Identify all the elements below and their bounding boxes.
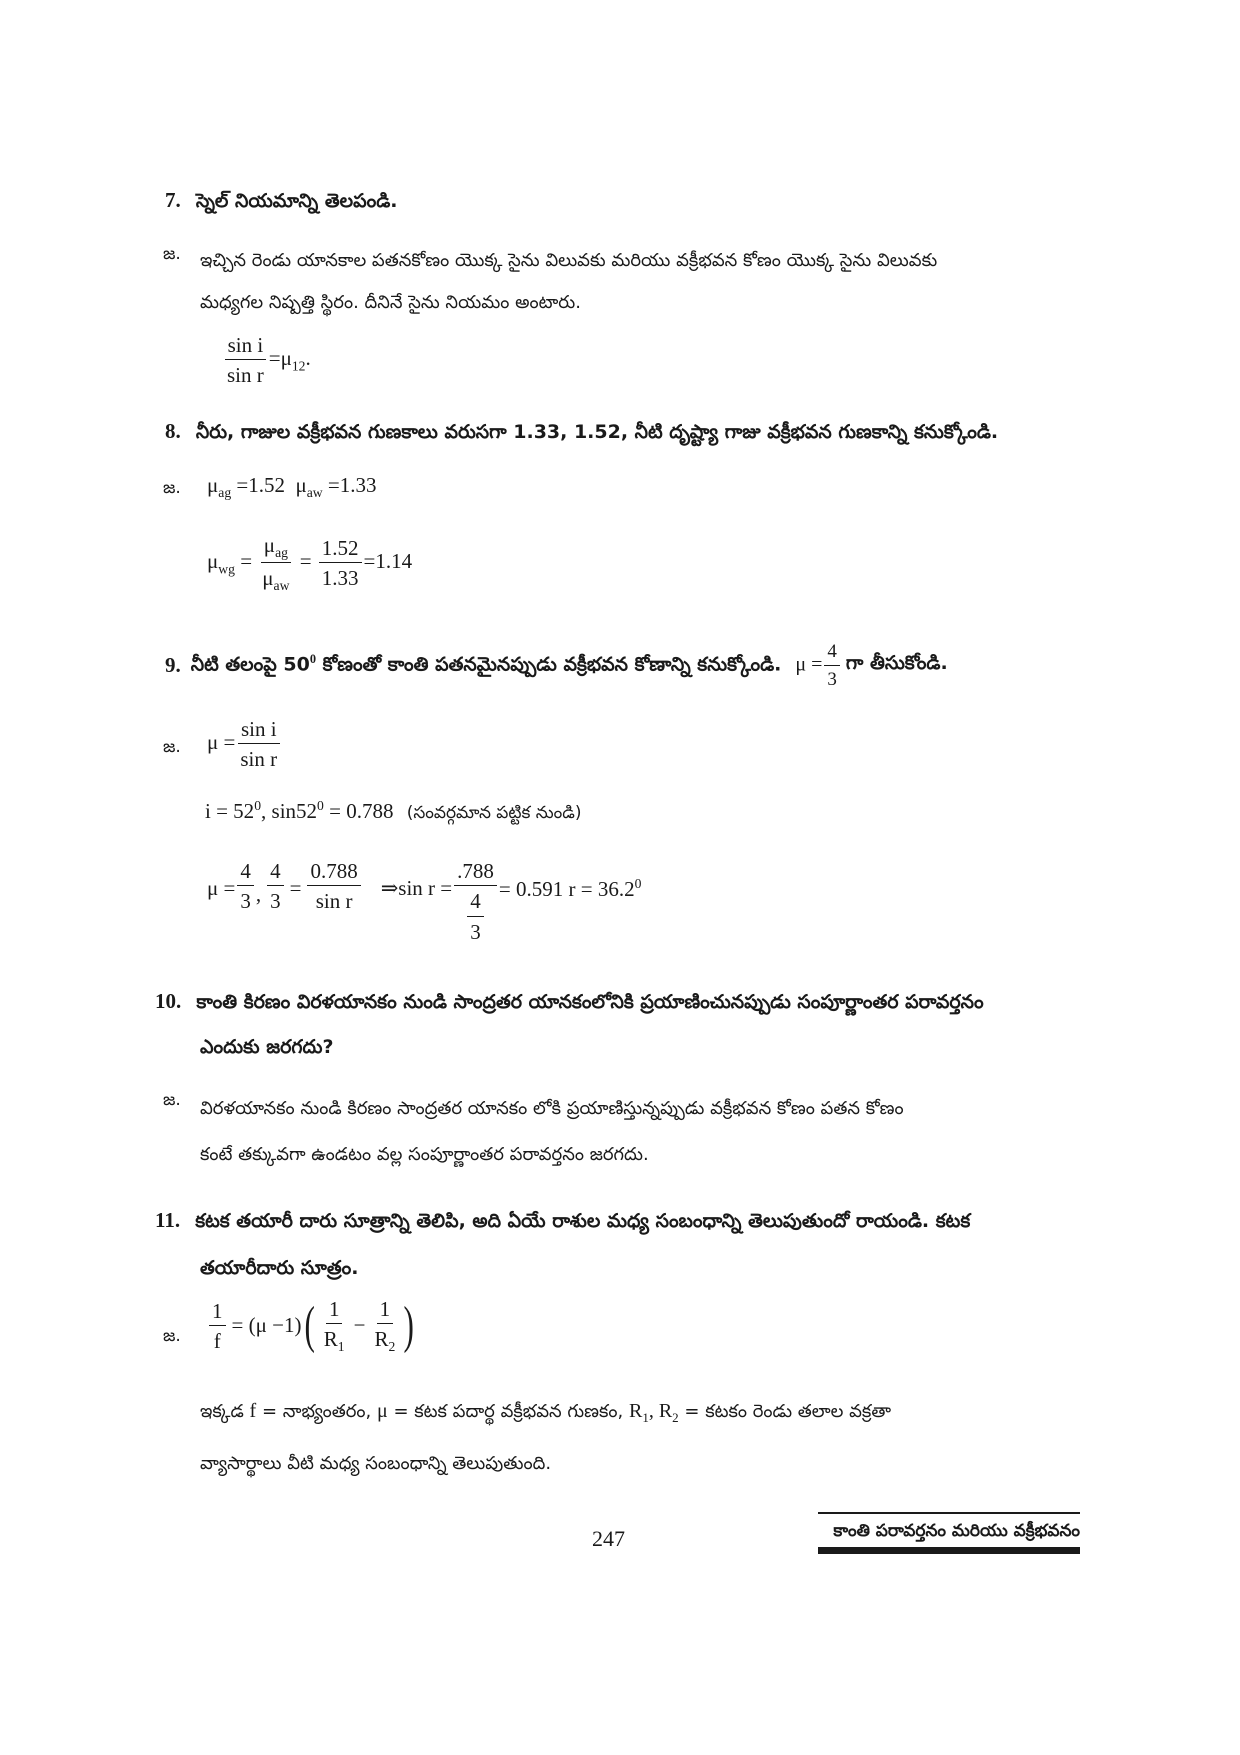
question-line: కాంతి కిరణం విరళయానకం నుండి సాంద్రతర యానకంలోనికి ప్రయాణించునప్పుడు సంపూర్ణాంతర పరావర్తనం [196, 991, 984, 1013]
answer-marker: జ. [163, 737, 181, 757]
question-number: 7. [165, 188, 181, 212]
answer-marker: జ. [163, 478, 181, 498]
answer-marker: జ. [163, 1090, 181, 1110]
lens-maker-formula [207, 1296, 418, 1356]
question-text [191, 652, 782, 680]
text-part: = కటకం రెండు తలాల వక్రతా [678, 1401, 892, 1422]
subscript: aw [306, 485, 323, 501]
question-number: 10. [155, 989, 182, 1013]
mu-equals: μ = [207, 730, 236, 755]
fraction-denominator: sin r [315, 889, 353, 914]
formula-explanation [200, 1388, 1090, 1487]
fraction-denominator: R [323, 1327, 338, 1352]
subscript: 2 [672, 1410, 679, 1425]
text-part: = నాభ్యంతరం, [256, 1401, 377, 1422]
implies: ⇒sin r = [380, 876, 453, 900]
text-part: = 0.788 [323, 799, 394, 823]
fraction-numerator: 1 [326, 1296, 343, 1324]
subscript: ag [275, 545, 288, 561]
fraction-denominator: 3 [827, 668, 837, 690]
text-part: కోణంతో కాంతి పతనమైనప్పుడు వక్రీభవన కోణాన్ని కనుక్కోండి. [316, 652, 782, 675]
mu-equals: μ = [795, 653, 823, 676]
equals: = [289, 876, 302, 900]
mu-symbol: μ [262, 566, 274, 591]
comma: , [255, 882, 262, 906]
text-part: , sin52 [261, 799, 318, 823]
explanation-line: వ్యాసార్థాలు వీటి మధ్య సంబంధాన్ని తెలుపుతుంది. [200, 1453, 552, 1474]
symbol: R [628, 1400, 643, 1422]
right-paren: ) [403, 1296, 415, 1354]
mu-symbol: μ [207, 549, 219, 574]
subscript: aw [273, 578, 290, 594]
answer-line: మధ్యగల నిష్పత్తి స్థిరం. దీనినే సైను నియమం అంటారు. [200, 292, 581, 313]
subscript: wg [218, 561, 235, 577]
chapter-title: కాంతి పరావర్తనం మరియు వక్రీభవనం [833, 1521, 1080, 1541]
text-part: i = 52 [205, 799, 255, 823]
answer-text [200, 240, 1080, 324]
question-number: 11. [155, 1208, 181, 1232]
equals: = [299, 549, 312, 574]
page-number: 247 [592, 1526, 625, 1551]
mu-symbol: μ [263, 533, 276, 557]
text-part: = కటక పదార్థ వక్రీభవన గుణకం, [387, 1401, 629, 1422]
subscript: 1 [642, 1410, 649, 1425]
fraction-numerator: 4 [467, 888, 484, 916]
question-number: 8. [165, 419, 181, 443]
value: =1.52 [236, 473, 285, 497]
fraction-denominator: 3 [470, 919, 481, 944]
formula-end: . [305, 346, 311, 371]
text-part: నీటి తలంపై 50 [190, 652, 310, 675]
minus: − [353, 1313, 366, 1338]
fraction-denominator: sin r [227, 363, 264, 388]
question-line: ఎందుకు జరగదు? [200, 1036, 334, 1058]
formula-sin-value [205, 798, 581, 827]
question-text: స్నెల్ నియమాన్ని తెలపండి. [195, 190, 398, 212]
question-number: 9. [165, 653, 181, 678]
left-paren: ( [304, 1296, 316, 1354]
symbol: μ [376, 1400, 388, 1422]
fraction-denominator: sin r [240, 747, 278, 772]
fraction-denominator: 1.33 [321, 566, 359, 591]
subscript: 1 [337, 1339, 345, 1355]
fraction-numerator: .788 [454, 858, 497, 886]
formula-mu [207, 716, 282, 773]
answer-marker: జ. [163, 244, 181, 264]
explanation-line [200, 1388, 1090, 1441]
text-part: గా తీసుకోండి. [845, 652, 948, 675]
equals: = [240, 549, 253, 574]
question-text: నీరు, గాజుల వక్రీభవన గుణకాలు వరుసగా 1.33, 1.52, నీటి దృష్ట్యా గాజు వక్రీభవన గుణకాన్ని కనుక్కోండి. [195, 421, 999, 443]
answer-line: కంటే తక్కువగా ఉండటం వల్ల సంపూర్ణాంతర పరావర్తనం జరగదు. [200, 1144, 649, 1165]
formula-rhs: =μ [268, 346, 292, 371]
fraction-numerator: 4 [267, 858, 284, 886]
formula-middle: = (μ −1) [231, 1313, 302, 1338]
question-11 [155, 1197, 1085, 1291]
mu-symbol: μ [207, 473, 219, 497]
result: =1.14 [363, 549, 413, 574]
formula-subscript: 12 [291, 358, 306, 374]
fraction-numerator: sin i [225, 332, 267, 360]
question-line: కటక తయారీ దారు సూత్రాన్ని తెలిపి, అది ఏయే రాశుల మధ్య సంబంధాన్ని తెలుపుతుందో రాయండి. కటక [195, 1210, 971, 1232]
answer-line: ఇచ్చిన రెండు యానకాల పతనకోణం యొక్క సైను విలువకు మరియు వక్రీభవన కోణం యొక్క సైను విలువకు [200, 250, 938, 271]
mu-value [795, 640, 842, 692]
subscript: 2 [388, 1339, 396, 1355]
degree-sup: 0 [254, 798, 262, 813]
answer-line: విరళయానకం నుండి కిరణం సాంద్రతర యానకం లోకి ప్రయాణిస్తున్నప్పుడు వక్రీభవన కోణం పతన కోణం [200, 1098, 904, 1119]
question-line: తయారీదారు సూత్రం. [200, 1257, 359, 1279]
footer-thick-rule [818, 1547, 1080, 1554]
formula-solution [207, 858, 641, 945]
footer-thin-rule [818, 1512, 1080, 1514]
note: (సంవర్గమాన పట్టిక నుండి) [406, 803, 582, 823]
degree-sup: 0 [309, 651, 316, 666]
given-values [207, 473, 377, 501]
question-9 [165, 640, 948, 692]
degree-sup: 0 [317, 798, 324, 813]
snell-formula [222, 332, 311, 389]
answer-text [200, 1086, 1080, 1178]
subscript: ag [218, 485, 232, 501]
fraction-denominator: 3 [270, 889, 281, 914]
calculation-formula [207, 532, 412, 595]
fraction-numerator: 0.788 [307, 858, 360, 886]
fraction-numerator: sin i [238, 716, 280, 744]
symbol: R [658, 1400, 673, 1422]
comma: , [648, 1400, 659, 1422]
fraction-numerator: 4 [237, 858, 254, 886]
fraction-numerator: 1.52 [319, 535, 362, 563]
symbol: f [249, 1400, 257, 1422]
text-part: ఇక్కడ [200, 1401, 250, 1422]
fraction-denominator: 3 [240, 889, 251, 914]
result: = 0.591 r = 36.2 [498, 877, 635, 901]
degree-sup: 0 [634, 876, 642, 891]
value: =1.33 [327, 473, 377, 497]
mu-symbol: μ [295, 473, 307, 497]
question-10 [155, 979, 1085, 1069]
fraction-numerator: 4 [824, 640, 840, 666]
question-7 [165, 188, 398, 217]
fraction-denominator: R [374, 1327, 389, 1352]
mu-equals: μ = [207, 876, 236, 900]
fraction-numerator: 1 [209, 1298, 226, 1326]
fraction-denominator: f [213, 1328, 221, 1353]
answer-marker: జ. [163, 1326, 181, 1346]
final-result [499, 876, 642, 902]
question-8 [165, 419, 998, 448]
fraction-numerator: 1 [377, 1296, 394, 1324]
